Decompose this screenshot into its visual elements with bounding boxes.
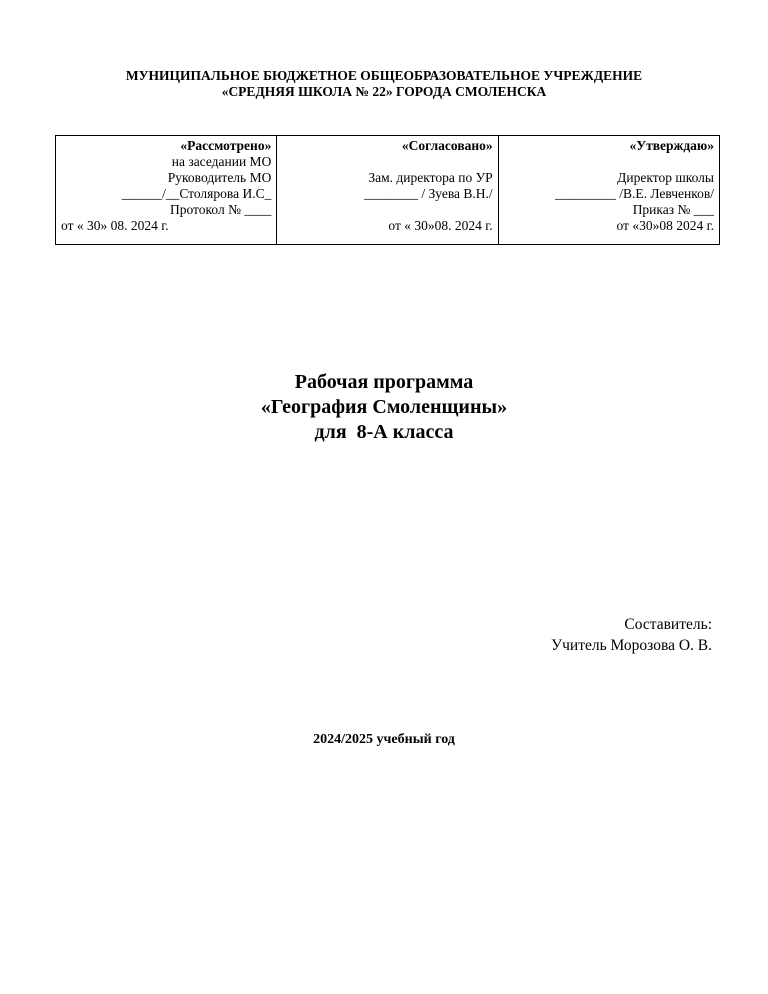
academic-year: 2024/2025 учебный год [313, 732, 455, 747]
school-header [0, 68, 768, 100]
agreed-line-4 [282, 202, 492, 218]
approval-table [55, 135, 720, 245]
school-header-line-2: «СРЕДНЯЯ ШКОЛА № 22» ГОРОДА СМОЛЕНСКА [221, 84, 547, 99]
compiler-block [551, 614, 712, 656]
approved-line-1 [504, 154, 714, 170]
approved-title: «Утверждаю» [629, 138, 714, 153]
compiler-name: Учитель Морозова О. В. [551, 637, 712, 654]
agreed-line-2: Зам. директора по УР [368, 170, 493, 185]
compiler-label: Составитель: [624, 616, 712, 633]
reviewed-date: от « 30» 08. 2024 г. [61, 218, 169, 233]
approval-column-approved [498, 136, 719, 244]
agreed-date: от « 30»08. 2024 г. [388, 218, 493, 233]
reviewed-line-1: на заседании МО [171, 154, 272, 169]
approved-date: от «30»08 2024 г. [616, 218, 714, 233]
reviewed-line-2: Руководитель МО [167, 170, 272, 185]
agreed-title: «Согласовано» [401, 138, 493, 153]
agreed-line-3: ________ / Зуева В.Н./ [364, 186, 493, 201]
approved-line-2: Директор школы [617, 170, 714, 185]
program-title-line-3: для 8-А класса [314, 421, 454, 443]
agreed-line-1 [282, 154, 492, 170]
approval-column-agreed [276, 136, 497, 244]
reviewed-line-3: ______/__Столярова И.С_ [121, 186, 272, 201]
program-title-line-2: «География Смоленщины» [260, 396, 508, 418]
approved-line-3: _________ /В.Е. Левченков/ [555, 186, 714, 201]
school-header-line-1: МУНИЦИПАЛЬНОЕ БЮДЖЕТНОЕ ОБЩЕОБРАЗОВАТЕЛЬНОЕ УЧРЕЖДЕНИЕ [125, 68, 643, 83]
program-title [0, 370, 768, 445]
approved-line-4: Приказ № ___ [632, 202, 714, 217]
program-title-line-1: Рабочая программа [294, 371, 474, 393]
reviewed-title: «Рассмотрено» [180, 138, 272, 153]
reviewed-line-4: Протокол № ____ [169, 202, 272, 217]
approval-column-reviewed [56, 136, 276, 244]
